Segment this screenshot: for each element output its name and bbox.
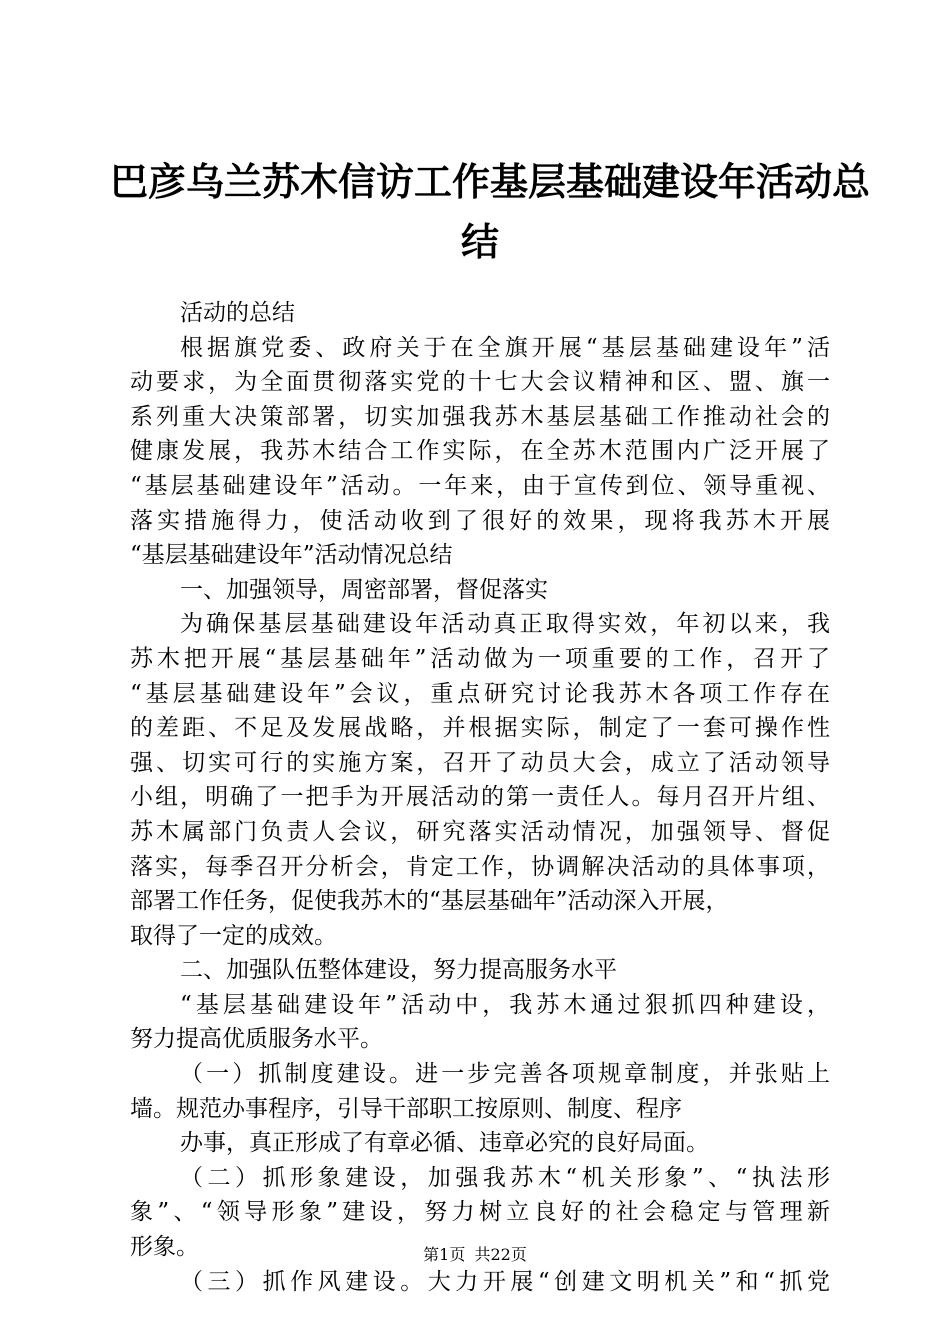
body-line: 努力提高优质服务水平。	[130, 1026, 383, 1053]
section-heading: 二、加强队伍整体建设，努力提高服务水平	[180, 957, 617, 984]
body-line: 落实，每季召开分析会，肯定工作，协调解决活动的具体事项，	[130, 853, 830, 880]
body-line: 苏木属部门负责人会议，研究落实活动情况，加强领导、督促	[130, 818, 830, 845]
body-line: 根据旗党委、政府关于在全旗开展“基层基础建设年”活	[180, 334, 830, 361]
page-footer	[0, 1242, 950, 1265]
body-line: 象”、“领导形象”建设，努力树立良好的社会稳定与管理新	[130, 1199, 830, 1226]
body-line: （二）抓形象建设，加强我苏木“机关形象”、“执法形	[180, 1164, 830, 1191]
body-line: 取得了一定的成效。	[130, 922, 337, 949]
body-line: 强、切实可行的实施方案，召开了动员大会，成立了活动领导	[130, 749, 830, 776]
body-line: 形象。	[130, 1234, 199, 1261]
body-line: “基层基础建设年”会议，重点研究讨论我苏木各项工作存在	[130, 680, 830, 707]
body-line: “基层基础建设年”活动中，我苏木通过狠抓四种建设，	[180, 991, 830, 1018]
body-line: 苏木把开展“基层基础年”活动做为一项重要的工作，召开了	[130, 645, 830, 672]
body-line: 小组，明确了一把手为开展活动的第一责任人。每月召开片组、	[130, 784, 830, 811]
section-heading: 一、加强领导，周密部署，督促落实	[180, 576, 548, 603]
document-title-line-2: 结	[460, 220, 499, 264]
page-number: 第1页	[423, 1245, 466, 1264]
body-line: 动要求，为全面贯彻落实党的十七大会议精神和区、盟、旗一	[130, 369, 830, 396]
body-line: 落实措施得力，使活动收到了很好的效果，现将我苏木开展	[130, 507, 830, 534]
body-line: “基层基础建设年”活动。一年来，由于宣传到位、领导重视、	[130, 472, 830, 499]
body-line: 为确保基层基础建设年活动真正取得实效，年初以来，我	[180, 611, 830, 638]
body-line: 健康发展，我苏木结合工作实际，在全苏木范围内广泛开展了	[130, 438, 830, 465]
document-title-line-1: 巴彦乌兰苏木信访工作基层基础建设年活动总	[110, 160, 871, 204]
body-line: 办事，真正形成了有章必循、违章必究的良好局面。	[180, 1130, 709, 1157]
document-body	[130, 296, 830, 1299]
total-pages: 共22页	[474, 1245, 527, 1264]
body-line: 的差距、不足及发展战略，并根据实际，制定了一套可操作性	[130, 715, 830, 742]
body-line: （三）抓作风建设。大力开展“创建文明机关”和“抓党	[180, 1268, 830, 1295]
body-line: 部署工作任务，促使我苏木的“基层基础年”活动深入开展，	[130, 888, 729, 915]
body-line: （一）抓制度建设。进一步完善各项规章制度，并张贴上	[180, 1061, 830, 1088]
body-line: 活动的总结	[180, 300, 295, 326]
body-line: “基层基础建设年”活动情况总结	[130, 542, 453, 569]
body-line: 墙。规范办事程序，引导干部职工按原则、制度、程序	[130, 1095, 682, 1122]
body-line: 系列重大决策部署，切实加强我苏木基层基础工作推动社会的	[130, 403, 830, 430]
